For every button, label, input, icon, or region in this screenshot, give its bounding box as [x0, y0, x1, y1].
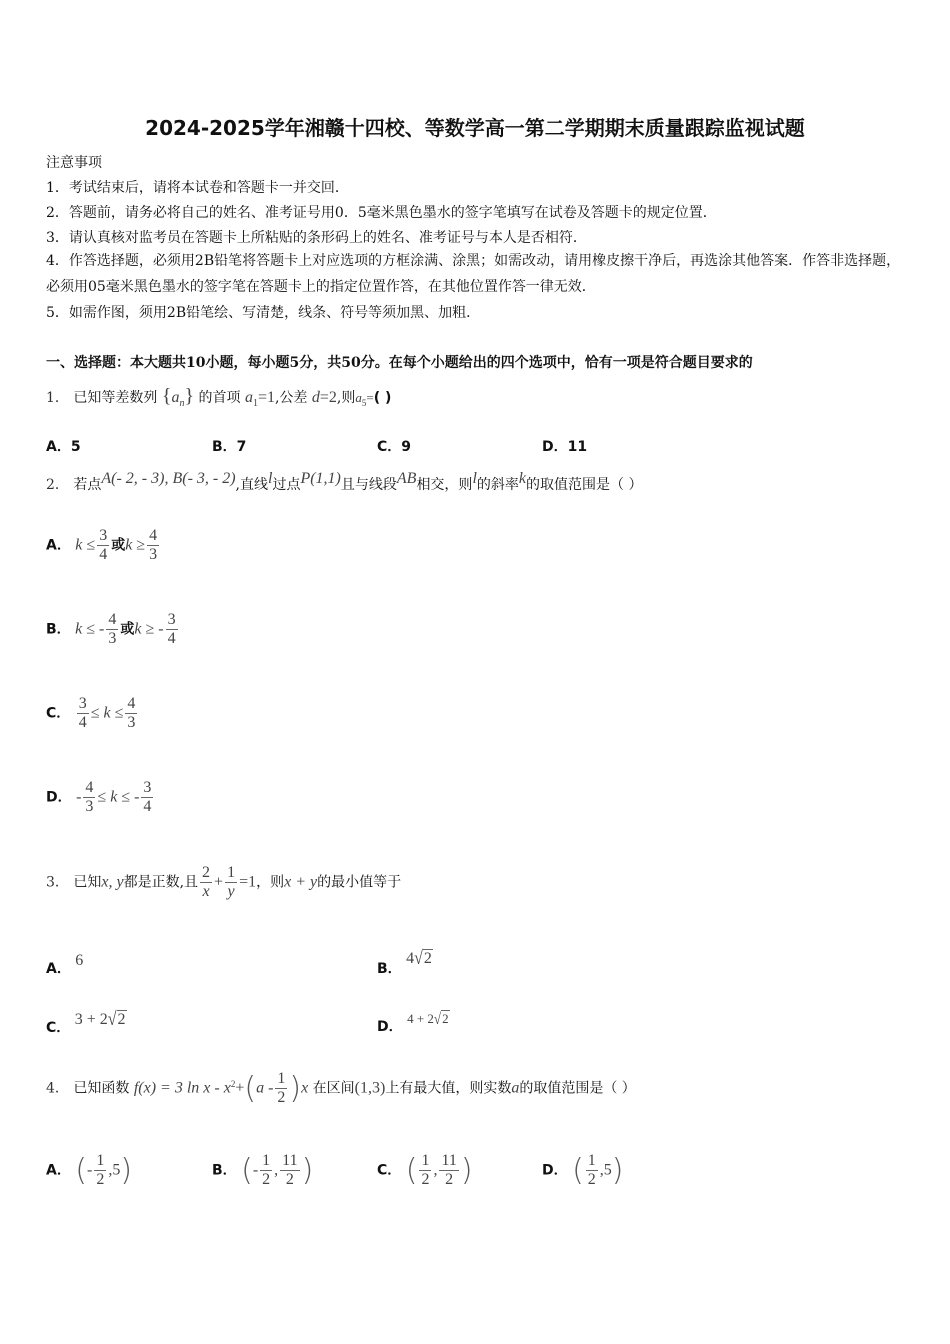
option-label: D．	[377, 1019, 403, 1035]
option-value: 11	[567, 439, 588, 455]
option-prefix: -	[252, 1161, 259, 1179]
option-label: A．	[46, 961, 71, 977]
option-expr: ≤ k ≤ -	[97, 788, 140, 806]
option-coef: 4 + 2	[407, 1011, 434, 1026]
option-label: D．	[542, 1162, 568, 1179]
q4-option-d[interactable]	[542, 1152, 624, 1189]
option-expr: k ≤ -	[75, 620, 105, 638]
q1-option-b[interactable]	[212, 436, 246, 456]
q2-segment: AB	[396, 470, 417, 487]
fraction	[106, 611, 118, 648]
radicand: 2	[442, 1011, 449, 1026]
paren-open: (	[244, 1071, 257, 1106]
fraction	[280, 1152, 299, 1189]
q2-text-2: ,直线	[235, 477, 268, 493]
q2-text: 若点	[73, 477, 102, 493]
plus-sign: +	[214, 873, 224, 891]
fraction	[141, 779, 153, 816]
sqrt-icon: √	[107, 1009, 117, 1030]
fraction	[260, 1152, 272, 1189]
q1-text: 已知等差数列	[73, 390, 158, 406]
numerator: 1	[587, 1152, 596, 1169]
q4-text: 已知函数	[73, 1080, 130, 1097]
numerator: 1	[262, 1152, 271, 1169]
section-heading: 一、选择题：本大题共10小题，每小题5分，共50分。在每个小题给出的四个选项中，恰有一项是符合题目要求的	[46, 355, 753, 371]
notice-item-2: 2．答题前，请务必将自己的姓名、准考证号用0．5毫米黑色墨水的签字笔填写在试卷及答题卡的规定位置．	[46, 205, 717, 221]
numerator: 11	[441, 1152, 457, 1169]
q1-seq: a	[171, 389, 180, 406]
q3-option-b[interactable]	[377, 950, 433, 978]
numerator: 1	[96, 1152, 105, 1169]
fraction	[275, 1070, 287, 1107]
denominator: 4	[143, 798, 152, 815]
denominator: 4	[167, 630, 176, 647]
q4-text-4: 的取值范围是（ ）	[519, 1080, 636, 1097]
denominator: 3	[108, 630, 117, 647]
paren-close: )	[120, 1153, 133, 1188]
question-2	[46, 470, 642, 494]
paren-close: )	[460, 1153, 473, 1188]
option-tail: ,5	[599, 1161, 612, 1179]
fraction	[83, 779, 95, 816]
option-label: D．	[46, 789, 72, 806]
page-title: 2024-2025学年湘赣十四校、等数学高一第二学期期末质量跟踪监视试题	[145, 116, 805, 140]
option-label: B．	[212, 1162, 237, 1179]
q4-option-c[interactable]	[377, 1152, 473, 1189]
q4-exponent: 2	[230, 1078, 236, 1089]
q1-d: d	[311, 389, 320, 406]
q2-text-7: 的取值范围是（ ）	[526, 477, 643, 493]
option-expr-2: k ≥	[125, 536, 146, 554]
numerator: 3	[143, 779, 152, 796]
paren-open: (	[572, 1153, 584, 1188]
sqrt-icon: √	[414, 948, 423, 969]
numerator: 1	[277, 1070, 286, 1087]
q3-option-a[interactable]	[46, 952, 83, 978]
denominator: 2	[285, 1171, 294, 1188]
denominator: 4	[78, 714, 87, 731]
q2-line-l: l	[268, 470, 273, 487]
numerator: 1	[421, 1152, 430, 1169]
fraction	[97, 527, 109, 564]
paren-open: (	[75, 1153, 88, 1188]
option-value: 6	[75, 952, 84, 969]
q1-seq-sub: n	[179, 397, 185, 409]
q1-option-d[interactable]	[542, 436, 587, 456]
option-label: C．	[46, 1020, 71, 1036]
q4-text-2: 在区间	[312, 1080, 355, 1097]
option-label: A．	[46, 439, 71, 455]
q1-option-a[interactable]	[46, 436, 81, 456]
q3-option-d[interactable]	[377, 1011, 450, 1036]
paren-open: (	[405, 1153, 418, 1188]
q3-sum: x + y	[284, 873, 318, 891]
question-number: 3．	[46, 874, 69, 891]
option-value: 9	[401, 439, 412, 455]
option-prefix: -	[87, 1161, 93, 1179]
q1-a1: a	[244, 389, 253, 406]
q2-point-p: P(1,1)	[300, 470, 341, 487]
q2-text-3: 过点	[272, 477, 301, 493]
option-comma: ,	[433, 1161, 438, 1179]
brace-open: {	[161, 385, 172, 407]
option-label: D．	[542, 439, 568, 455]
denominator: 3	[127, 714, 136, 731]
numerator: 11	[282, 1152, 298, 1169]
q4-option-b[interactable]	[212, 1152, 313, 1189]
q2-text-4: 且与线段	[340, 477, 397, 493]
question-1	[46, 385, 391, 409]
numerator: 1	[227, 864, 236, 881]
option-value: 7	[236, 439, 247, 455]
option-expr: ≤ k ≤	[90, 704, 124, 722]
notice-item-5: 5．如需作图，须用2B铅笔绘、写清楚，线条、符号等须加黑、加粗．	[46, 305, 481, 321]
numerator: 4	[85, 779, 94, 796]
option-label: C．	[377, 1162, 402, 1179]
q4-a-minus: a -	[256, 1079, 274, 1097]
q3-vars: x, y	[101, 873, 124, 891]
radicand: 2	[423, 950, 432, 967]
denominator: y	[227, 883, 235, 900]
option-expr: k ≤	[75, 536, 96, 554]
q4-var-a: a	[511, 1079, 520, 1097]
numerator: 3	[167, 611, 176, 628]
q2-option-a[interactable]	[46, 527, 161, 564]
option-expr-2: k ≥ -	[134, 620, 164, 638]
q3-option-c[interactable]	[46, 1011, 127, 1037]
q1-paren: ( )	[373, 390, 392, 406]
option-label: B．	[46, 621, 71, 638]
numerator: 2	[202, 864, 211, 881]
q4-option-a[interactable]	[46, 1152, 132, 1189]
q1-text-2: 的首项	[198, 390, 241, 406]
q4-interval: (1,3)	[354, 1079, 386, 1097]
q2-option-d[interactable]	[46, 779, 155, 816]
denominator: 2	[277, 1089, 286, 1106]
fraction	[419, 1152, 431, 1189]
denominator: 3	[85, 798, 94, 815]
denominator: 3	[149, 546, 158, 563]
q1-text-4: ,则	[336, 390, 356, 406]
denominator: 2	[421, 1171, 430, 1188]
paren-close: )	[301, 1153, 314, 1188]
option-value: 5	[70, 439, 81, 455]
q2-line-l-2: l	[472, 470, 477, 487]
q3-text-3: ，则	[256, 874, 285, 891]
q4-x: x	[301, 1079, 309, 1097]
paren-open: (	[241, 1153, 253, 1188]
fraction	[77, 695, 89, 732]
numerator: 3	[99, 527, 108, 544]
denominator: x	[202, 883, 210, 900]
numerator: 3	[78, 695, 87, 712]
paren-close: )	[611, 1153, 624, 1188]
option-label: B．	[212, 439, 237, 455]
q1-a1-sub: 1	[252, 397, 258, 409]
q4-function: f(x) = 3 ln x - x	[133, 1079, 231, 1097]
q3-text-4: 的最小值等于	[317, 874, 402, 891]
option-label: C．	[377, 439, 402, 455]
q3-text: 已知	[73, 874, 102, 891]
question-number: 2．	[46, 477, 69, 493]
q2-points: A(- 2, - 3), B(- 3, - 2)	[101, 470, 236, 487]
fraction	[225, 864, 237, 901]
paren-close: )	[289, 1071, 302, 1106]
q2-option-c[interactable]	[46, 695, 139, 732]
fraction	[439, 1152, 458, 1189]
option-label: C．	[46, 705, 71, 722]
fraction	[200, 864, 212, 901]
option-comma: ,	[274, 1161, 279, 1179]
numerator: 4	[149, 527, 158, 544]
option-prefix: -	[76, 788, 82, 806]
notice-item-4: 4．作答选择题，必须用2B铅笔将答题卡上对应选项的方框涂满、涂黑；如需改动，请用橡皮擦干净后，再选涂其他答案．作答非选择题，必须用05毫米黑色墨水的签字笔在答题卡上的指定位置作答，在其他位置作答一律无效．	[46, 253, 901, 295]
notice-item-1: 1．考试结束后，请将本试卷和答题卡一并交回．	[46, 180, 349, 196]
q1-a5: a	[355, 390, 362, 405]
numerator: 4	[127, 695, 136, 712]
denominator: 2	[96, 1171, 105, 1188]
question-3	[46, 864, 401, 901]
q4-text-3: 上有最大值，则实数	[385, 1080, 512, 1097]
fraction	[147, 527, 159, 564]
notice-heading: 注意事项	[46, 155, 102, 171]
denominator: 2	[262, 1171, 271, 1188]
plus-sign: +	[235, 1079, 245, 1097]
q1-text-3: ,公差	[274, 390, 308, 406]
q1-a1-val: =1	[257, 389, 275, 406]
option-coef: 3 + 2	[74, 1011, 108, 1028]
option-label: A．	[46, 1162, 71, 1179]
fraction	[94, 1152, 106, 1189]
denominator: 4	[99, 546, 108, 563]
q2-k: k	[518, 470, 526, 487]
or-text: 或	[120, 621, 135, 638]
option-tail: ,5	[108, 1161, 121, 1179]
or-text: 或	[111, 537, 126, 554]
radicand: 2	[117, 1011, 126, 1028]
q1-option-c[interactable]	[377, 436, 411, 456]
fraction	[166, 611, 178, 648]
notice-item-3: 3．请认真核对监考员在答题卡上所粘贴的条形码上的姓名、准考证号与本人是否相符．	[46, 230, 587, 246]
question-number: 4．	[46, 1080, 69, 1097]
option-label: B．	[377, 961, 402, 977]
option-label: A．	[46, 537, 71, 554]
q3-text-2: 都是正数,且	[123, 874, 199, 891]
denominator: 2	[445, 1171, 454, 1188]
question-number: 1．	[46, 390, 69, 406]
fraction	[125, 695, 137, 732]
numerator: 4	[108, 611, 117, 628]
brace-close: }	[184, 385, 195, 407]
denominator: 2	[587, 1171, 596, 1188]
q1-a5-eq: =	[366, 390, 374, 405]
fraction	[586, 1152, 598, 1189]
q2-text-5: 相交，则	[416, 477, 473, 493]
q2-text-6: 的斜率	[476, 477, 519, 493]
sqrt-icon: √	[433, 1009, 442, 1028]
q2-option-b[interactable]	[46, 611, 180, 648]
question-4	[46, 1070, 636, 1107]
equals: =1	[239, 873, 257, 891]
q1-d-val: =2	[319, 389, 337, 406]
q1-a5-sub: 5	[361, 397, 367, 408]
option-coef: 4	[406, 950, 415, 967]
